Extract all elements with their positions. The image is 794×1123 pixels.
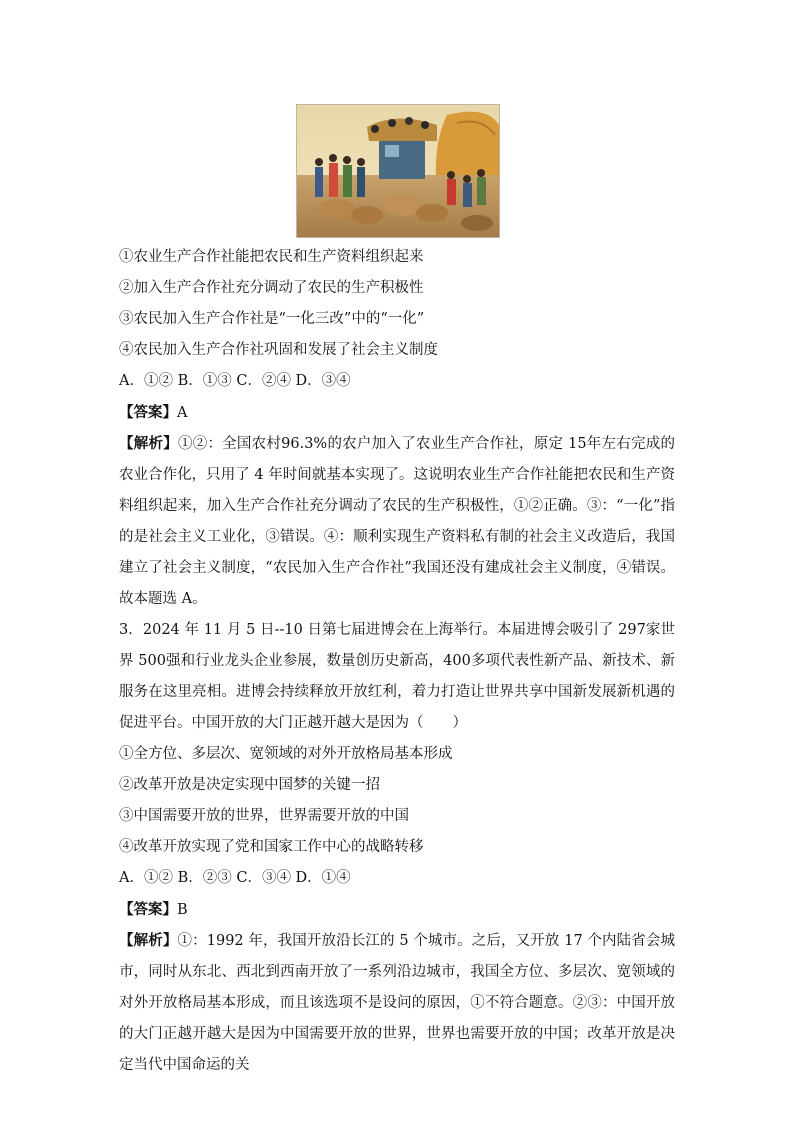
q2-option-4: ④农民加入生产合作社巩固和发展了社会主义制度 <box>119 342 438 358</box>
q2-choices: A．①② B．①③ C．②④ D．③④ <box>119 373 351 389</box>
q2-option-3: ③农民加入生产合作社是“一化三改”中的“一化” <box>119 311 425 327</box>
q3-option-4: ④改革开放实现了党和国家工作中心的战略转移 <box>119 839 424 855</box>
q3-option-1: ①全方位、多层次、宽领域的对外开放格局基本形成 <box>119 746 453 762</box>
q3-answer <box>119 894 675 925</box>
q3-option-2: ②改革开放是决定实现中国梦的关键一招 <box>119 777 380 793</box>
document-body <box>119 242 675 1081</box>
q2-option-2: ②加入生产合作社充分调动了农民的生产积极性 <box>119 280 424 296</box>
analysis-tag: 【解析】 <box>119 435 178 452</box>
q3-choices: A．①② B．②③ C．③④ D．①④ <box>119 870 351 886</box>
q2-option-1: ①农业生产合作社能把农民和生产资料组织起来 <box>119 249 424 265</box>
painting-illustration <box>297 105 499 237</box>
answer-value: A <box>177 405 188 421</box>
answer-tag: 【答案】 <box>119 901 177 918</box>
answer-value: B <box>177 902 188 918</box>
q2-answer <box>119 397 675 428</box>
q3-analysis <box>119 925 675 1081</box>
analysis-text: ①②：全国农村96.3%的农户加入了农业生产合作社，原定 15年左右完成的农业合作化，只用了 4 年时间就基本实现了。这说明农业生产合作社能把农民和生产资料组织起来，加入生产合作社充分调动了农民的生产积极性，①②正确。③：“一化”指的是社会主义工业化，③错误。④：顺利实现生产资料私有制的社会主义改造后，我国建立了社会主义制度，“农民加入生产合作社”我国还没有建成社会主义制度，④错误。故本题选 A。 <box>119 436 676 607</box>
q3-stem: 3．2024 年 11 月 5 日--10 日第七届进博会在上海举行。本届进博会吸引了 297家世界 500强和行业龙头企业参展，数量创历史新高，400多项代表性新产品、新技术、新服务在这里亮相。进博会持续释放开放红利，着力打造让世界共享中国新发展新机遇的促进平台。中国开放的大门正越开越大是因为（ ） <box>119 622 675 731</box>
q2-analysis <box>119 428 675 615</box>
harvest-painting-image <box>296 104 500 238</box>
analysis-tag: 【解析】 <box>119 932 178 949</box>
analysis-text: ①：1992 年，我国开放沿长江的 5 个城市。之后，又开放 17 个内陆省会城市，同时从东北、西北到西南开放了一系列沿边城市，我国全方位、多层次、宽领域的对外开放格局基本形成，而且该选项不是设问的原因，①不符合题意。②③：中国开放的大门正越开越大是因为中国需要开放的世界，世界也需要开放的中国；改革开放是决定当代中国命运的关 <box>119 933 676 1073</box>
answer-tag: 【答案】 <box>119 404 177 421</box>
q3-option-3: ③中国需要开放的世界，世界需要开放的中国 <box>119 808 409 824</box>
